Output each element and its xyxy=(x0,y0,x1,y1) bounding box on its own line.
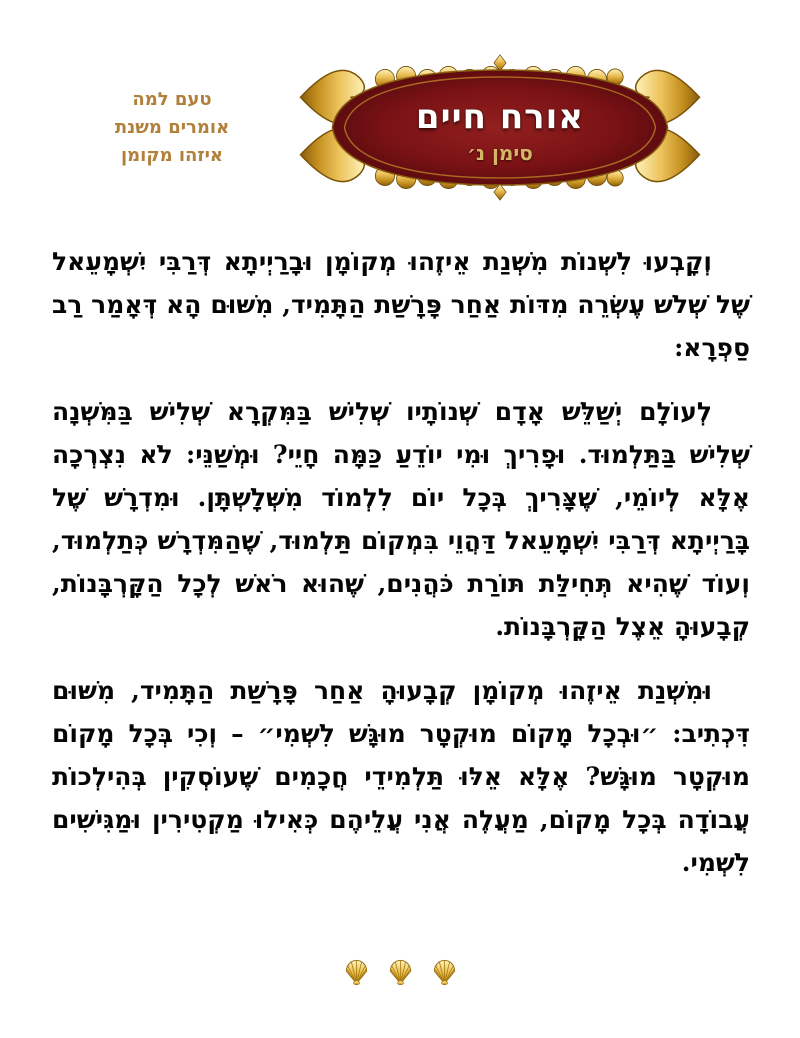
body-text xyxy=(52,240,750,884)
footer-ornament-row xyxy=(0,958,800,986)
margin-note xyxy=(58,86,286,170)
section-title: אורח חיים xyxy=(415,97,585,138)
scallop-shell-icon xyxy=(386,958,415,986)
paragraph-3: וּמִשְׁנַת אֵיזֶהוּ מְקוֹמָן קְבָעוּהָ אַחַר פָּרָשַׁת הַתָּמִיד, מִשּׁוּם דִּכְתִיב: ״וּבְכָל מָקוֹם מוּקְטָר מוּגָּשׁ לִשְׁמִי״ – וְכִי בְּכָל מָקוֹם מוּקְטָר מוּגָּשׁ? אֶלָּא אֵלּוּ תַּלְמִידֵי חֲכָמִים שֶׁעוֹסְקִין בְּהִילְכוֹת עֲבוֹדָה בְּכָל מָקוֹם, מַעֲלֶה אֲנִי עֲלֵיהֶם כְּאִילוּ מַקְטִירִין וּמַגִּישִׁים לִשְׁמִי. xyxy=(52,676,750,877)
siman-number: סימן נ׳ xyxy=(467,140,533,165)
paragraph-2: לְעוֹלָם יְשַׁלֵּשׁ אָדָם שְׁנוֹתָיו שְׁלִישׁ בַּמִּקְרָא שְׁלִישׁ בַּמִּשְׁנָה שְׁלִישׁ בַּתַּלְמוּד. וּפָרִיךְ וּמִי יוֹדֵעַ כַּמָּה חָיֵי? וּמְשַׁנֵּי: לֹא נִצְרְכָה אֶלָּא לְיוֹמֵי, שֶׁצָּרִיךְ בְּכָל יוֹם לִלְמוֹד מִשְּׁלָשְׁתָּן. וּמִדְרָשׁ שֶׁל בָּרַיְיתָא דְּרַבִּי יִשְׁמָעֵאל דַּהֲוֵי בִּמְקוֹם תַּלְמוּד, שֶׁהַמִּדְרָשׁ כְּתַלְמוּד, וְעוֹד שֶׁהִיא תְּחִילַּת תּוֹרַת כֹּהֲנִים, שֶׁהוּא רֹאשׁ לְכָל הַקָּרְבָּנוֹת, קְבָעוּהָ אֵצֶל הַקָּרְבָּנוֹת. xyxy=(52,397,750,641)
scallop-shell-icon xyxy=(342,958,371,986)
margin-note-line-2: אומרים משנת xyxy=(114,117,230,138)
title-banner xyxy=(288,48,712,208)
margin-note-line-1: טעם למה xyxy=(132,89,212,110)
scallop-shell-icon xyxy=(430,958,459,986)
paragraph-1: וְקָבְעוּ לִשְׁנוֹת מִשְׁנַת אֵיזֶהוּ מְקוֹמָן וּבָרַיְיתָא דְּרַבִּי יִשְׁמָעֵאל שֶׁל שְׁלֹשׁ עֶשְׂרֵה מִדּוֹת אַחַר פָּרָשַׁת הַתָּמִיד, מִשּׁוּם הָא דְּאָמַר רַב סַפְרָא: xyxy=(52,247,750,362)
banner-ornament-frame xyxy=(288,48,712,208)
margin-note-line-3: איזהו מקומן xyxy=(120,145,224,166)
